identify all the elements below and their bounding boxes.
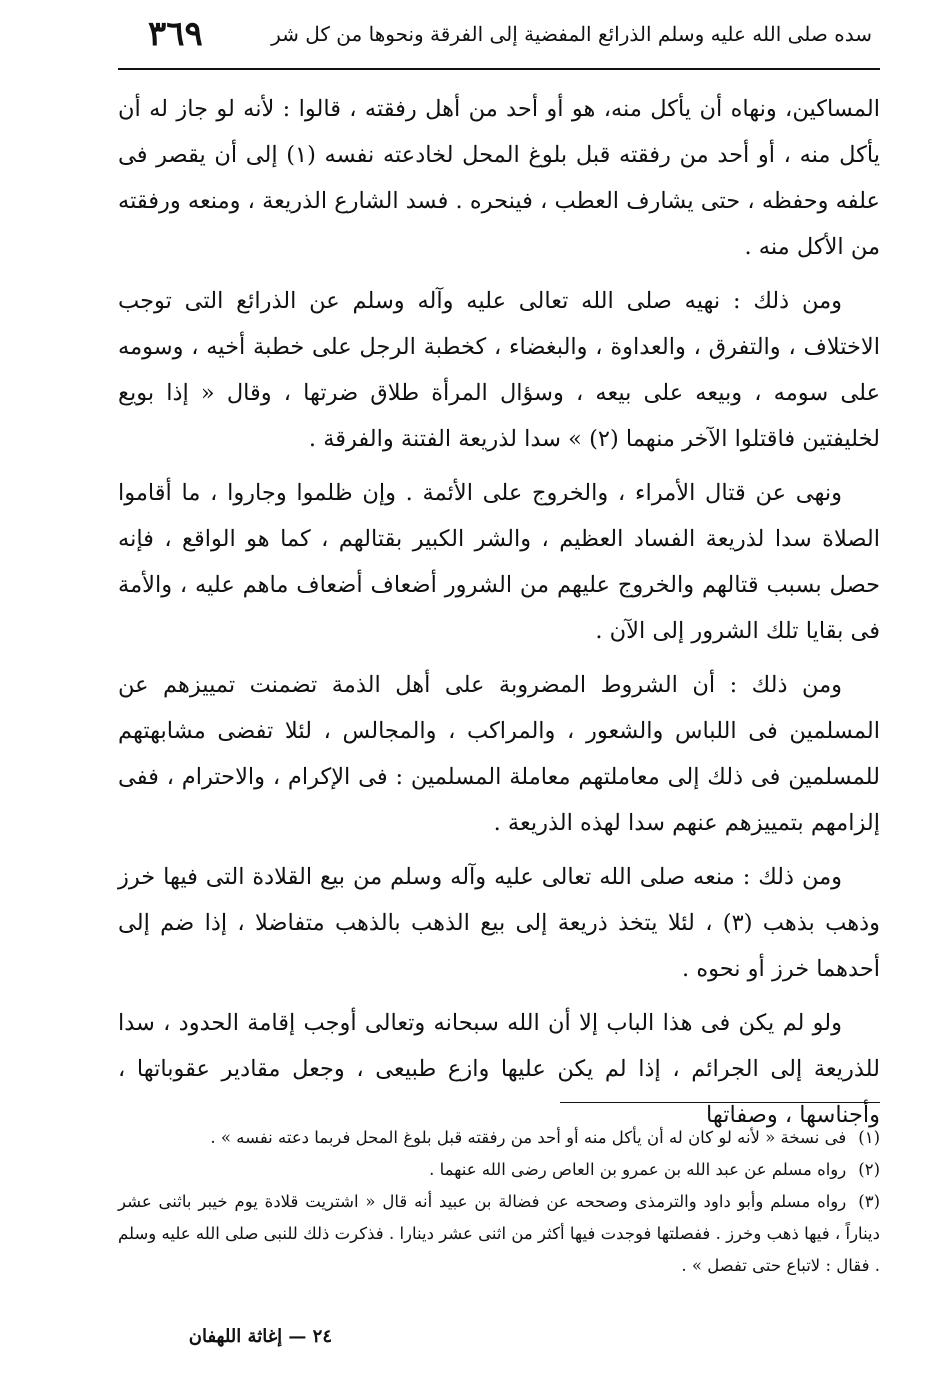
footnote-number: (٣): [858, 1192, 880, 1211]
paragraph-text: ونهى عن قتال الأمراء ، والخروج على الأئمة . وإن ظلموا وجاروا ، ما أقاموا الصلاة سدا لذريعة الفساد العظيم ، والشر الكبير بقتالهم ، كما هو الواقع ، فإنه حصل بسبب قتالهم والخروج عليهم من الشرور أضعاف أضعاف ماهم عليه ، والأمة فى بقايا تلك الشرور إلى الآن .: [118, 480, 880, 644]
footnote-number: (٢): [858, 1160, 880, 1179]
page-number: ٣٦٩: [148, 14, 203, 54]
paragraph: [118, 662, 880, 846]
paragraph: [118, 278, 880, 462]
footnote-text: رواه مسلم عن عبد الله بن عمرو بن العاص رضى الله عنهما .: [429, 1160, 847, 1179]
footnote-text: رواه مسلم وأبو داود والترمذى وصححه عن فضالة بن عبيد أنه قال « اشتريت قلادة يوم خيبر باثنى عشر ديناراً ، فيها ذهب وخرز . ففصلتها فوجدت فيها أكثر من اثنى عشر دينارا . فذكرت ذلك للنبى صلى الله عليه وسلم . فقال : لاتباع حتى تفصل » .: [118, 1192, 880, 1275]
footnotes: [118, 1122, 880, 1282]
paragraph-text: ومن ذلك : منعه صلى الله تعالى عليه وآله وسلم من بيع القلادة التى فيها خرز وذهب بذهب (٣) ، لئلا يتخذ ذريعة إلى بيع الذهب بالذهب متفاضلا ، إذا ضم إلى أحدهما خرز أو نحوه .: [118, 864, 880, 982]
running-title: سده صلى الله عليه وسلم الذرائع المفضية إلى الفرقة ونحوها من كل شر: [271, 22, 872, 46]
paragraph-text: ومن ذلك : نهيه صلى الله تعالى عليه وآله وسلم عن الذرائع التى توجب الاختلاف ، والتفرق ، والعداوة ، والبغضاء ، كخطبة الرجل على خطبة أخيه ، وسومه على سومه ، وبيعه على بيعه ، وسؤال المرأة طلاق ضرتها ، وقال « إذا بويع لخليفتين فاقتلوا الآخر منهما (٢) » سدا لذريعة الفتنة والفرقة .: [118, 288, 880, 452]
page-footer: ٢٤ — إغاثة اللهفان: [188, 1326, 332, 1347]
paragraph-text: ولو لم يكن فى هذا الباب إلا أن الله سبحانه وتعالى أوجب إقامة الحدود ، سدا للذريعة إلى الجرائم ، إذا لم يكن عليها وازع طبيعى ، وجعل مقادير عقوباتها ، وأجناسها ، وصفاتها: [118, 1010, 880, 1128]
paragraph: [118, 470, 880, 654]
footnote: [118, 1186, 880, 1282]
main-text: [118, 86, 880, 1146]
footnote: [118, 1154, 880, 1186]
paragraph: [118, 86, 880, 270]
header-rule: [118, 68, 880, 70]
footnote-rule: [560, 1102, 880, 1103]
paragraph-text: ومن ذلك : أن الشروط المضروبة على أهل الذمة تضمنت تمييزهم عن المسلمين فى اللباس والشعور ، والمراكب ، والمجالس ، لئلا تفضى مشابهتهم للمسلمين فى ذلك إلى معاملتهم معاملة المسلمين : فى الإكرام ، والاحترام ، ففى إلزامهم بتمييزهم عنهم سدا لهذه الذريعة .: [118, 672, 880, 836]
footnote-number: (١): [858, 1128, 880, 1147]
paragraph: [118, 854, 880, 992]
running-header: [118, 14, 872, 58]
paragraph-text: المساكين، ونهاه أن يأكل منه، هو أو أحد من أهل رفقته ، قالوا : لأنه لو جاز له أن يأكل منه ، أو أحد من رفقته قبل بلوغ المحل لخادعته نفسه (١) إلى أن يقصر فى علفه وحفظه ، حتى يشارف العطب ، فينحره . فسد الشارع الذريعة ، ومنعه ورفقته من الأكل منه .: [118, 96, 880, 260]
footnote: [118, 1122, 880, 1154]
paragraph: [118, 1000, 880, 1138]
footnote-text: فى نسخة « لأنه لو كان له أن يأكل منه أو أحد من رفقته قبل بلوغ المحل فربما دعته نفسه » .: [210, 1128, 847, 1147]
